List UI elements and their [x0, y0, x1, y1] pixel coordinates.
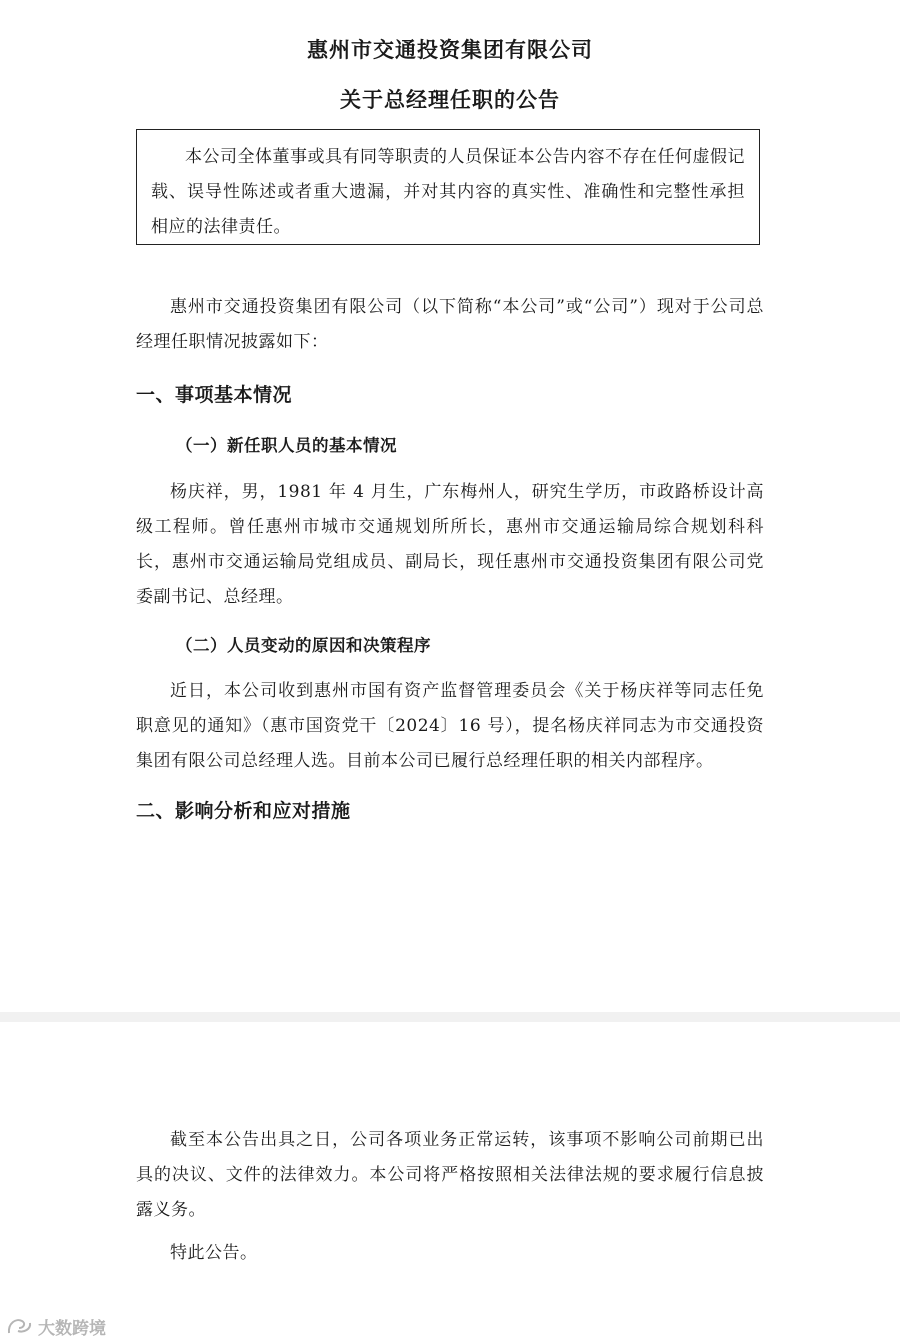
- person-profile-paragraph: 杨庆祥，男，1981 年 4 月生，广东梅州人，研究生学历，市政路桥设计高级工程师。曾任惠州市城市交通规划所所长，惠州市交通运输局综合规划科科长，惠州市交通运输局党组成员、副局长，现任惠州市交通投资集团有限公司党委副书记、总经理。: [136, 482, 764, 607]
- subsection-2-body: [136, 674, 764, 779]
- section-1-heading: 一、事项基本情况: [136, 384, 293, 406]
- watermark-text: 大数跨境: [38, 1318, 106, 1339]
- disclaimer-text: 本公司全体董事或具有同等职责的人员保证本公告内容不存在任何虚假记载、误导性陈述或者重大遗漏，并对其内容的真实性、准确性和完整性承担相应的法律责任。: [151, 147, 745, 237]
- announcement-title: 关于总经理任职的公告: [340, 87, 560, 112]
- closing-block: [136, 1236, 764, 1271]
- subsection-1-heading: （一）新任职人员的基本情况: [176, 436, 397, 455]
- disclaimer-box: [136, 129, 760, 245]
- closing-text: 特此公告。: [170, 1243, 258, 1263]
- company-title: 惠州市交通投资集团有限公司: [307, 37, 593, 62]
- intro-block: [136, 290, 764, 360]
- watermark: [6, 1312, 106, 1340]
- section-2-body: [136, 1123, 764, 1228]
- section-2-heading: 二、影响分析和应对措施: [136, 800, 351, 822]
- subsection-2-heading: （二）人员变动的原因和决策程序: [176, 636, 431, 655]
- decision-paragraph: 近日，本公司收到惠州市国有资产监督管理委员会《关于杨庆祥等同志任免职意见的通知》（惠市国资党干〔2024〕16 号），提名杨庆祥同志为市交通投资集团有限公司总经理人选。目前本公司已履行总经理任职的相关内部程序。: [136, 681, 764, 771]
- page-break: [0, 1012, 900, 1022]
- subsection-1-body: [136, 475, 764, 615]
- impact-paragraph: 截至本公告出具之日，公司各项业务正常运转，该事项不影响公司前期已出具的决议、文件的法律效力。本公司将严格按照相关法律法规的要求履行信息披露义务。: [136, 1130, 764, 1220]
- intro-paragraph: 惠州市交通投资集团有限公司（以下简称“本公司”或“公司”）现对于公司总经理任职情况披露如下：: [136, 297, 764, 352]
- brand-logo-icon: [6, 1315, 34, 1337]
